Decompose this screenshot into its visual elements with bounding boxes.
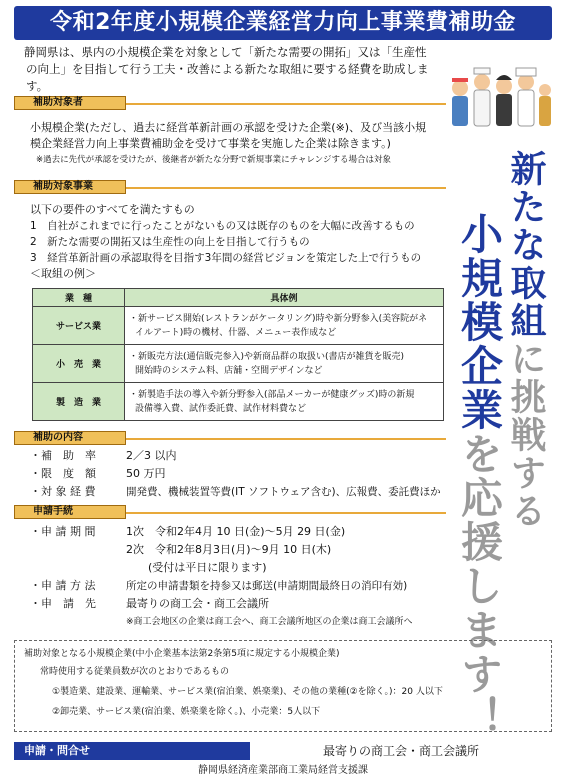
table-row — [33, 307, 444, 345]
slogan-text: 小規模企業 — [455, 212, 504, 432]
method-key: ・申 請 方 法 — [30, 579, 96, 592]
subsidy-rate-value: 2／3 以内 — [126, 449, 177, 462]
example-table — [32, 288, 444, 421]
period-line: 2次 令和2年8月3日(月)～9月 10 日(木) — [126, 543, 332, 556]
industry-cell: 製 造 業 — [33, 383, 125, 421]
period-line: 1次 令和2年4月 10 日(金)～5月 29 日(金) — [126, 525, 346, 538]
requirement-item: 2 新たな需要の開拓又は生産性の向上を目指して行うもの — [30, 236, 310, 248]
section-label-projects: 補助対象事業 — [14, 180, 126, 194]
subsidy-expense-key: ・対 象 経 費 — [30, 485, 96, 498]
industry-cell: 小 売 業 — [33, 345, 125, 383]
slogan-column-1 — [505, 150, 545, 530]
section-label-target: 補助対象者 — [14, 96, 126, 110]
projects-body — [30, 202, 450, 282]
intro-line: 静岡県は、県内の小規模企業を対象として「新たな需要の開拓」又は「生産性 — [24, 45, 427, 59]
definition-line: ②卸売業、サービス業(宿泊業、娯楽業を除く。)、小売業：5人以下 — [52, 707, 321, 717]
requirement-item: 1 自社がこれまでに行ったことがないもの又は既存のものを大幅に改善するもの — [30, 220, 415, 232]
example-line: ・新製造手法の導入や新分野参入(部品メーカーが健康グッズ)時の新規 — [129, 389, 415, 400]
example-line: イルアート)時の機材、什器、メニュー表作成など — [135, 327, 337, 338]
example-line: 開始時のシステム料、店舗・空間デザインなど — [135, 365, 323, 376]
contact-department: 静岡県経済産業部商工業局経営支援課 — [198, 765, 368, 776]
example-cell — [125, 345, 444, 383]
slogan-text: 新たな取組 — [505, 150, 546, 340]
example-line: ・新サービス開始(レストランがケータリング)時や新分野参入(美容院がネ — [129, 313, 428, 324]
table-row — [33, 383, 444, 421]
method-value: 所定の申請書類を持参又は郵送(申請期間最終日の消印有効) — [126, 580, 408, 592]
subsidy-rate-key: ・補 助 率 — [30, 449, 96, 462]
slogan-text: に挑戦する — [505, 340, 546, 530]
table-row — [33, 345, 444, 383]
target-line: 小規模企業(ただし、過去に経営革新計画の承認を受けた企業(※)、及び当該小規 — [30, 121, 427, 134]
projects-lead: 以下の要件のすべてを満たすもの — [30, 203, 195, 216]
target-note: ※過去に先代が承認を受けたが、後継者が新たな分野で新規事業にチャレンジする場合は対象 — [36, 155, 391, 165]
period-note: (受付は平日に限ります) — [148, 561, 267, 574]
example-line: ・新販売方法(通信販売参入)や新商品群の取扱い(書店が雑貨を販売) — [129, 351, 405, 362]
example-line: 設備導入費、試作委託費、試作材料費など — [135, 403, 307, 414]
people-illustration — [448, 60, 552, 140]
subsidy-limit-key: ・限 度 額 — [30, 467, 96, 480]
intro-line: の向上」を目指して行う工夫・改善による新たな取組に要する経費を助成します。 — [26, 62, 429, 93]
example-label: ＜取組の例＞ — [30, 267, 96, 280]
slogan-text: を応援します！ — [455, 432, 504, 740]
dest-note: ※商工会地区の企業は商工会へ、商工会議所地区の企業は商工会議所へ — [126, 617, 413, 627]
subsidy-expense-value: 開発費、機械装置等費(IT ソフトウェア含む)、広報費、委託費ほか — [126, 486, 441, 498]
definition-line: ①製造業、建設業、運輸業、サービス業(宿泊業、娯楽業)、その他の業種(②を除く。)：20 人以下 — [52, 687, 443, 697]
industry-cell: サービス業 — [33, 307, 125, 345]
target-line: 模企業経営力向上事業費補助金を受けて事業を実施した企業は除きます。) — [30, 137, 391, 150]
target-text — [30, 120, 448, 152]
table-header: 具体例 — [125, 289, 444, 307]
subsidy-limit-value: 50 万円 — [126, 467, 166, 480]
dest-key: ・申 請 先 — [30, 597, 96, 610]
contact-value: 最寄りの商工会・商工会議所 — [250, 742, 552, 760]
section-label-subsidy: 補助の内容 — [14, 431, 126, 445]
period-key: ・申 請 期 間 — [30, 525, 96, 538]
definition-line: 常時使用する従業員数が次のとおりであるもの — [40, 667, 230, 677]
intro-text — [24, 44, 444, 95]
section-label-application: 申請手続 — [14, 505, 126, 519]
contact-label: 申請・問合せ — [14, 742, 552, 760]
table-header: 業 種 — [33, 289, 125, 307]
page-title: 令和2年度小規模企業経営力向上事業費補助金 — [14, 6, 552, 40]
example-cell — [125, 307, 444, 345]
dest-value: 最寄りの商工会・商工会議所 — [126, 597, 269, 610]
example-cell — [125, 383, 444, 421]
requirement-item: 3 経営革新計画の承認取得を目指す3年間の経営ビジョンを策定した上で行うもの — [30, 252, 422, 264]
definition-line: 補助対象となる小規模企業(中小企業基本法第2条第5項に規定する小規模企業) — [24, 649, 340, 659]
